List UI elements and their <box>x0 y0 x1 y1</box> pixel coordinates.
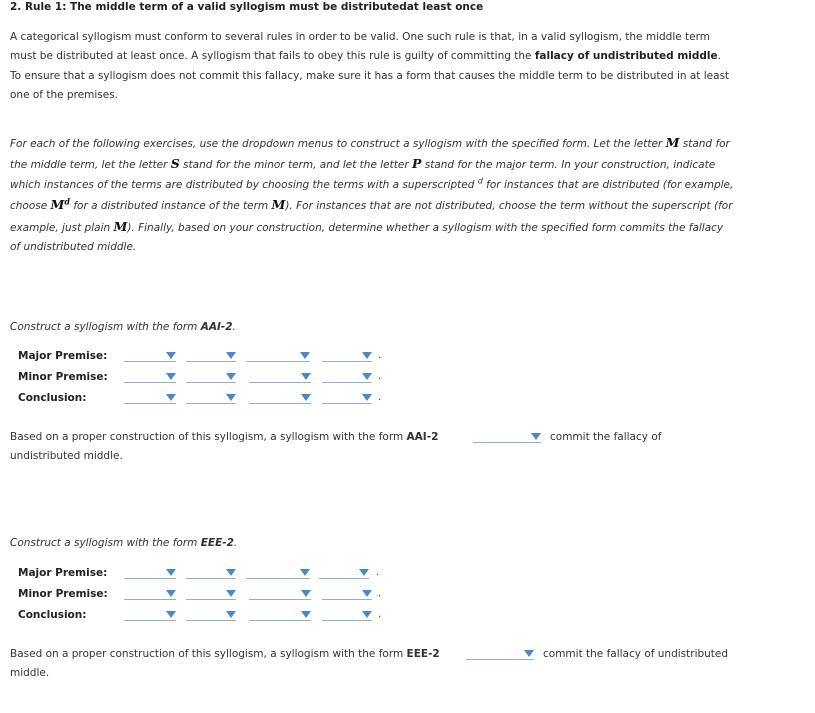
minor-premise-label: Minor Premise: <box>18 588 108 600</box>
period: . <box>378 350 382 361</box>
based-form: AAI-2 <box>406 431 439 443</box>
chevron-down-icon <box>362 373 372 380</box>
page-title: 2. Rule 1: The middle term of a valid syllogism must be distributedat least once <box>10 1 484 13</box>
period: . <box>376 567 380 578</box>
construct-suffix: . <box>233 537 238 549</box>
instructions-text: For each of the following exercises, use the dropdown menus to construct a syllogism with the specified form. Let the letter <box>10 138 666 150</box>
period: . <box>378 609 382 620</box>
period: . <box>378 588 382 599</box>
based-text: Based on a proper construction of this syllogism, a syllogism with the form <box>10 648 407 660</box>
chevron-down-icon <box>166 352 176 359</box>
chevron-down-icon <box>362 590 372 597</box>
major-premise-label: Major Premise: <box>18 567 108 579</box>
chevron-down-icon <box>300 569 310 576</box>
ex1-conclusion-predicate-dropdown[interactable] <box>322 390 372 404</box>
chevron-down-icon <box>226 569 236 576</box>
chevron-down-icon <box>531 433 541 440</box>
ex2-minor-quantifier-dropdown[interactable] <box>124 586 176 600</box>
chevron-down-icon <box>362 394 372 401</box>
minor-premise-label: Minor Premise: <box>18 371 108 383</box>
chevron-down-icon <box>301 611 311 618</box>
intro-bold-term: fallacy of undistributed middle <box>534 50 718 63</box>
ex1-fallacy-answer-dropdown[interactable] <box>473 429 541 443</box>
ex1-conclusion-copula-dropdown[interactable] <box>249 390 311 404</box>
var-md-superscript: d <box>64 196 70 207</box>
ex2-major-predicate-dropdown[interactable] <box>319 565 369 579</box>
chevron-down-icon <box>166 394 176 401</box>
var-m: M <box>113 218 128 234</box>
ex2-minor-subject-dropdown[interactable] <box>186 586 236 600</box>
var-m: M <box>271 197 286 213</box>
var-p: P <box>411 156 422 172</box>
ex2-minor-predicate-dropdown[interactable] <box>322 586 372 600</box>
ex2-major-quantifier-dropdown[interactable] <box>124 565 176 579</box>
construct-text: Construct a syllogism with the form <box>10 321 201 333</box>
chevron-down-icon <box>166 590 176 597</box>
chevron-down-icon <box>524 650 534 657</box>
ex2-based-suffix: commit the fallacy of undistributed <box>543 648 729 660</box>
ex2-major-copula-dropdown[interactable] <box>246 565 310 579</box>
ex1-based-tail: undistributed middle. <box>10 450 123 462</box>
chevron-down-icon <box>359 569 369 576</box>
chevron-down-icon <box>226 394 236 401</box>
ex1-minor-quantifier-dropdown[interactable] <box>124 369 176 383</box>
ex1-major-quantifier-dropdown[interactable] <box>124 348 176 362</box>
ex2-conclusion-quantifier-dropdown[interactable] <box>124 607 176 621</box>
period: . <box>378 371 382 382</box>
ex2-based-on-text <box>10 648 440 660</box>
ex2-conclusion-subject-dropdown[interactable] <box>186 607 236 621</box>
chevron-down-icon <box>226 373 236 380</box>
ex2-conclusion-copula-dropdown[interactable] <box>249 607 311 621</box>
var-md: M <box>50 197 65 213</box>
intro-text-a: A categorical syllogism must conform to several rules in order to be valid. One such rule is that, in a valid syllogism, the middle term must be distributed at least once. A syllogism that fails to obey this rule is guilty of committing the <box>10 31 710 63</box>
ex2-major-subject-dropdown[interactable] <box>186 565 236 579</box>
ex2-minor-copula-dropdown[interactable] <box>249 586 311 600</box>
based-form: EEE-2 <box>406 648 440 660</box>
ex1-minor-predicate-dropdown[interactable] <box>322 369 372 383</box>
instructions-text: for a distributed instance of the term <box>69 200 272 213</box>
chevron-down-icon <box>362 611 372 618</box>
instructions-text: ). Finally, based on your construction, determine whether a syllogism with the specified form commits the fallacy of undistributed middle. <box>10 221 724 254</box>
exercise-2-heading <box>10 537 237 549</box>
instructions-paragraph <box>10 133 735 257</box>
period: . <box>378 392 382 403</box>
instructions-text: stand for the major term. In your construction, indicate which instances of the terms are distributed by choosing the terms with a superscripted <box>10 159 716 191</box>
ex1-minor-copula-dropdown[interactable] <box>249 369 311 383</box>
chevron-down-icon <box>301 394 311 401</box>
ex1-conclusion-subject-dropdown[interactable] <box>186 390 236 404</box>
ex2-based-tail: middle. <box>10 667 50 679</box>
ex1-minor-subject-dropdown[interactable] <box>186 369 236 383</box>
instructions-text: stand for the middle term, let the letter <box>10 138 730 172</box>
form-label: AAI-2 <box>200 321 233 333</box>
chevron-down-icon <box>362 352 372 359</box>
ex2-fallacy-answer-dropdown[interactable] <box>466 646 534 660</box>
var-s: S <box>170 156 180 172</box>
superscript-d: d <box>477 176 483 186</box>
ex1-conclusion-quantifier-dropdown[interactable] <box>124 390 176 404</box>
ex1-major-copula-dropdown[interactable] <box>246 348 310 362</box>
exercise-1-heading <box>10 321 236 333</box>
chevron-down-icon <box>166 373 176 380</box>
based-text: Based on a proper construction of this syllogism, a syllogism with the form <box>10 431 407 443</box>
instructions-text: stand for the minor term, and let the letter <box>179 159 412 172</box>
form-label: EEE-2 <box>200 537 234 549</box>
chevron-down-icon <box>226 352 236 359</box>
ex2-conclusion-predicate-dropdown[interactable] <box>322 607 372 621</box>
chevron-down-icon <box>226 590 236 597</box>
major-premise-label: Major Premise: <box>18 350 108 362</box>
conclusion-label: Conclusion: <box>18 609 87 621</box>
chevron-down-icon <box>166 569 176 576</box>
chevron-down-icon <box>300 352 310 359</box>
ex1-major-subject-dropdown[interactable] <box>186 348 236 362</box>
chevron-down-icon <box>226 611 236 618</box>
ex1-based-on-text <box>10 431 438 443</box>
chevron-down-icon <box>166 611 176 618</box>
ex1-based-suffix: commit the fallacy of <box>550 431 662 443</box>
intro-paragraph <box>10 28 735 106</box>
intro-text-b: . To ensure that a syllogism does not commit this fallacy, make sure it has a form that causes the middle term to be distributed in at least one of the premises. <box>10 50 730 102</box>
instructions-text: for instances that are distributed (for example, choose <box>10 178 734 213</box>
construct-text: Construct a syllogism with the form <box>10 537 201 549</box>
var-m: M <box>665 135 680 150</box>
construct-suffix: . <box>232 321 236 333</box>
chevron-down-icon <box>301 590 311 597</box>
ex1-major-predicate-dropdown[interactable] <box>322 348 372 362</box>
instructions-text: ). For instances that are not distributed, choose the term without the superscript (for example, just plain <box>10 200 733 234</box>
conclusion-label: Conclusion: <box>18 392 87 404</box>
chevron-down-icon <box>301 373 311 380</box>
